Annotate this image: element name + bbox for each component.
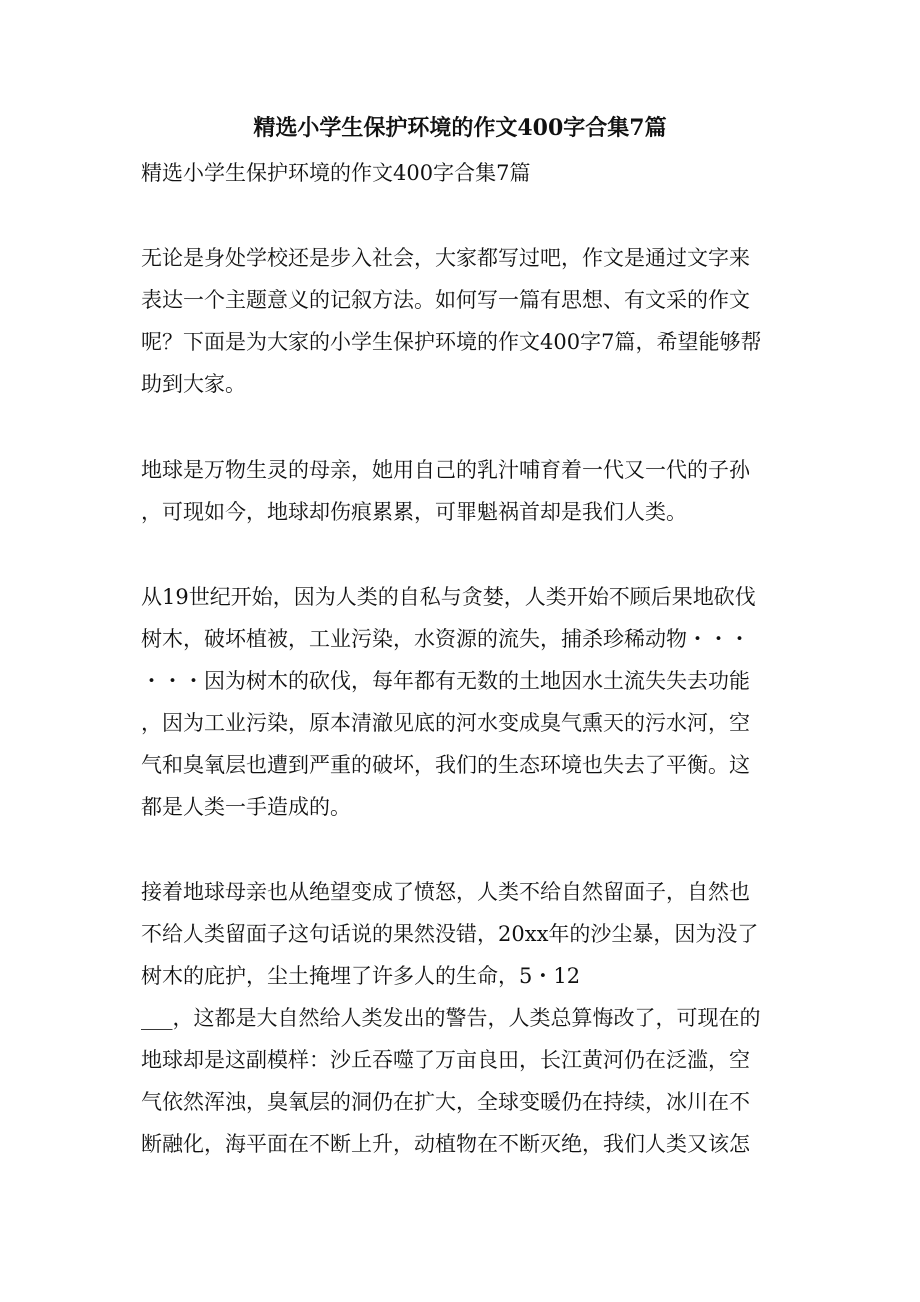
paragraph-line: 树木的庇护，尘土掩埋了许多人的生命，5・12: [141, 964, 581, 988]
paragraph-line: ，因为工业污染，原本清澈见底的河水变成臭气熏天的污水河，空: [141, 711, 750, 735]
paragraph-line: 树木，破坏植被，工业污染，水资源的流失，捕杀珍稀动物・・・: [141, 627, 750, 651]
paragraph-line: 助到大家。: [141, 372, 246, 396]
paragraph-line: 呢？下面是为大家的小学生保护环境的作文400字7篇，希望能够帮: [141, 330, 762, 354]
paragraph-line: 表达一个主题意义的记叙方法。如何写一篇有思想、有文采的作文: [141, 288, 750, 312]
paragraph-line: 气和臭氧层也遭到严重的破坏，我们的生态环境也失去了平衡。这: [141, 753, 750, 777]
paragraph-line: ___，这都是大自然给人类发出的警告，人类总算悔改了，可现在的: [141, 1006, 761, 1030]
paragraph-line: ・・・因为树木的砍伐，每年都有无数的土地因水土流失失去功能: [141, 669, 750, 693]
paragraph-line: 从19世纪开始，因为人类的自私与贪婪，人类开始不顾后果地砍伐: [141, 585, 756, 609]
paragraph-line: ，可现如今，地球却伤痕累累，可罪魁祸首却是我们人类。: [141, 500, 687, 524]
document-subtitle: 精选小学生保护环境的作文400字合集7篇: [141, 161, 531, 185]
document-title: 精选小学生保护环境的作文400字合集7篇: [253, 115, 667, 141]
paragraph-line: 地球是万物生灵的母亲，她用自己的乳汁哺育着一代又一代的子孙: [141, 458, 750, 482]
paragraph-line: 无论是身处学校还是步入社会，大家都写过吧，作文是通过文字来: [141, 246, 750, 270]
paragraph-line: 都是人类一手造成的。: [141, 795, 351, 819]
paragraph-line: 地球却是这副模样：沙丘吞噬了万亩良田，长江黄河仍在泛滥，空: [141, 1048, 750, 1072]
paragraph-line: 断融化，海平面在不断上升，动植物在不断灭绝，我们人类又该怎: [141, 1132, 750, 1156]
paragraph-line: 气依然浑浊，臭氧层的洞仍在扩大，全球变暖仍在持续，冰川在不: [141, 1090, 750, 1114]
paragraph-line: 不给人类留面子这句话说的果然没错，20xx年的沙尘暴，因为没了: [141, 922, 759, 946]
paragraph-line: 接着地球母亲也从绝望变成了愤怒，人类不给自然留面子，自然也: [141, 880, 750, 904]
